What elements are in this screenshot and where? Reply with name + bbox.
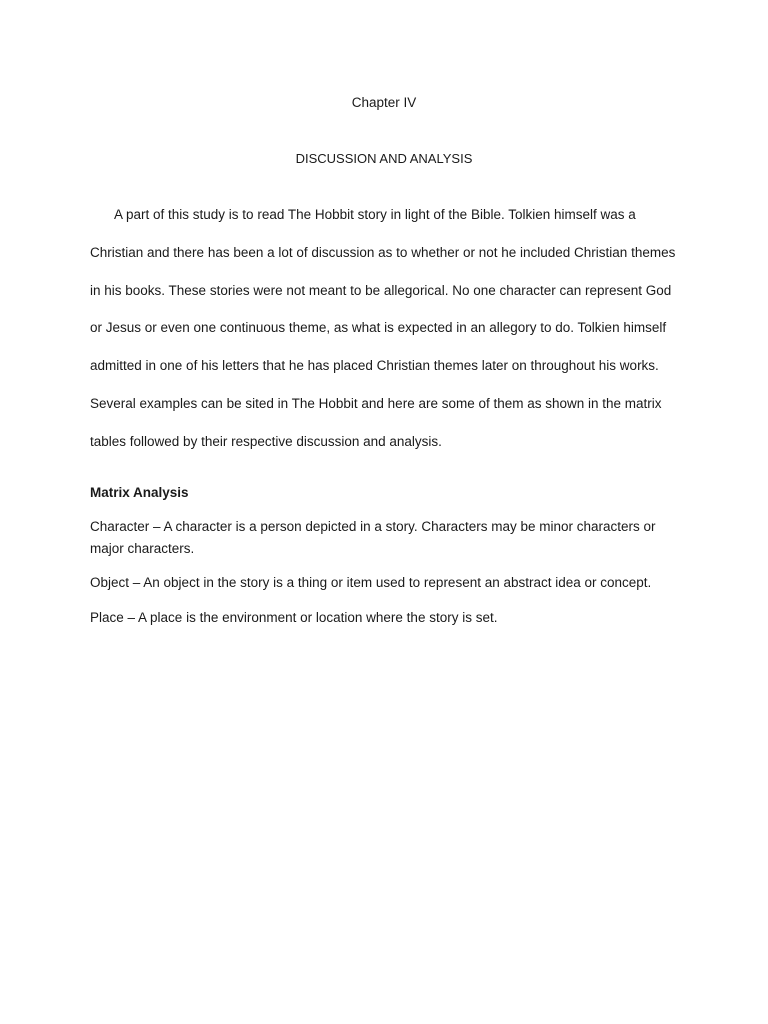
definition-object: Object – An object in the story is a thing or item used to represent an abstract idea or concept.	[90, 575, 652, 590]
definition-character: Character – A character is a person depicted in a story. Characters may be minor characters or major characters.	[90, 519, 656, 556]
section-heading: DISCUSSION AND ANALYSIS	[295, 151, 473, 166]
definition-place: Place – A place is the environment or location where the story is set.	[90, 610, 498, 625]
intro-paragraph: A part of this study is to read The Hobbit story in light of the Bible. Tolkien himself was a Christian and there has been a lot of discussion as to whether or not he included Christian themes in his books. These stories were not meant to be allegorical. No one character can represent God or Jesus or even one continuous theme, as what is expected in an allegory to do. Tolkien himself admitted in one of his letters that he has placed Christian themes later on throughout his works. Several examples can be sited in The Hobbit and here are some of them as shown in the matrix tables followed by their respective discussion and analysis.	[90, 207, 676, 449]
chapter-title: Chapter IV	[351, 95, 417, 110]
matrix-analysis-heading: Matrix Analysis	[90, 485, 189, 500]
